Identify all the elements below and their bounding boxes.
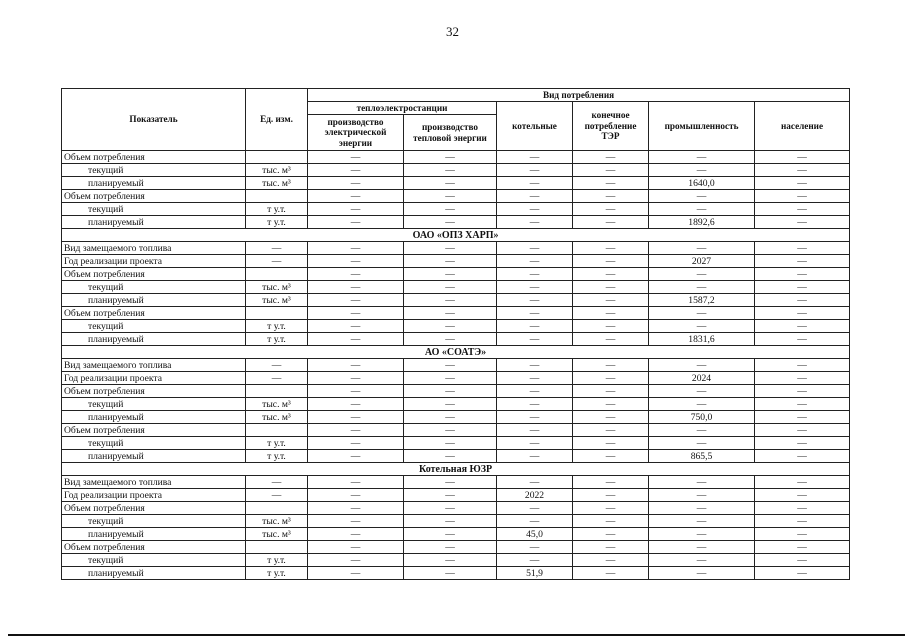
row-unit: тыс. м³ [246, 398, 308, 411]
table-cell: — [308, 554, 404, 567]
row-unit [246, 385, 308, 398]
table-cell: 1640,0 [649, 177, 755, 190]
table-cell: — [404, 177, 497, 190]
table-row [62, 268, 850, 281]
row-unit: т у.т. [246, 216, 308, 229]
row-unit: тыс. м³ [246, 294, 308, 307]
table-cell: 2022 [497, 489, 573, 502]
row-unit: тыс. м³ [246, 177, 308, 190]
row-unit [246, 190, 308, 203]
table-cell: — [573, 190, 649, 203]
table-cell: — [497, 424, 573, 437]
page-bottom-rule [8, 634, 905, 636]
table-cell: — [308, 515, 404, 528]
table-cell: — [404, 515, 497, 528]
table-cell: 2027 [649, 255, 755, 268]
row-label: Год реализации проекта [62, 255, 246, 268]
table-cell: — [497, 476, 573, 489]
table-cell: — [649, 307, 755, 320]
row-label: текущий [62, 203, 246, 216]
table-cell: — [308, 242, 404, 255]
table-cell: — [573, 502, 649, 515]
table-cell: — [497, 359, 573, 372]
table-cell: — [404, 164, 497, 177]
table-cell: — [404, 411, 497, 424]
row-unit [246, 307, 308, 320]
table-row [62, 203, 850, 216]
table-cell: — [649, 385, 755, 398]
section-row [62, 229, 850, 242]
table-row [62, 528, 850, 541]
table-cell: — [755, 567, 850, 580]
row-label: планируемый [62, 177, 246, 190]
table-row [62, 437, 850, 450]
table-row [62, 151, 850, 164]
table-cell: — [573, 294, 649, 307]
row-unit: т у.т. [246, 450, 308, 463]
table-row [62, 476, 850, 489]
table-row [62, 398, 850, 411]
table-cell: — [404, 333, 497, 346]
table-cell: — [755, 359, 850, 372]
table-row [62, 307, 850, 320]
table-row [62, 411, 850, 424]
table-cell: — [649, 151, 755, 164]
table-row [62, 554, 850, 567]
table-cell: — [497, 515, 573, 528]
table-cell: — [308, 424, 404, 437]
table-cell: — [497, 554, 573, 567]
table-cell: — [404, 437, 497, 450]
row-label: планируемый [62, 528, 246, 541]
table-cell: — [755, 281, 850, 294]
table-cell: — [755, 424, 850, 437]
table-cell: — [308, 294, 404, 307]
table-cell: — [404, 385, 497, 398]
table-cell: — [497, 242, 573, 255]
table-cell: — [404, 151, 497, 164]
table-cell: — [573, 450, 649, 463]
table-cell: — [308, 541, 404, 554]
row-label: Вид замещаемого топлива [62, 359, 246, 372]
table-cell: — [308, 190, 404, 203]
row-label: текущий [62, 164, 246, 177]
table-cell: — [755, 203, 850, 216]
row-unit: тыс. м³ [246, 515, 308, 528]
row-label: Год реализации проекта [62, 372, 246, 385]
table-cell: — [404, 268, 497, 281]
consumption-table [61, 88, 850, 580]
table-cell: — [755, 398, 850, 411]
header-final-consumption: конечное потребление ТЭР [573, 102, 649, 151]
row-label: планируемый [62, 411, 246, 424]
row-unit: т у.т. [246, 437, 308, 450]
table-cell: — [755, 151, 850, 164]
table-row [62, 450, 850, 463]
table-cell: — [649, 190, 755, 203]
table-cell: — [404, 476, 497, 489]
row-label: Вид замещаемого топлива [62, 242, 246, 255]
table-cell: — [649, 281, 755, 294]
table-cell: — [573, 268, 649, 281]
row-unit [246, 268, 308, 281]
table-cell: — [404, 398, 497, 411]
table-cell: — [573, 372, 649, 385]
header-industry: промышленность [649, 102, 755, 151]
table-cell: — [308, 450, 404, 463]
table-cell: 2024 [649, 372, 755, 385]
page-number: 32 [446, 24, 459, 39]
table-cell: — [404, 203, 497, 216]
table-cell: 51,9 [497, 567, 573, 580]
table-row [62, 177, 850, 190]
table-cell: — [649, 502, 755, 515]
table-cell: — [404, 242, 497, 255]
table-cell: — [755, 385, 850, 398]
table-cell: — [497, 398, 573, 411]
table-cell: — [649, 424, 755, 437]
table-cell: — [497, 177, 573, 190]
row-unit: — [246, 372, 308, 385]
table-cell: — [308, 385, 404, 398]
table-cell: — [649, 515, 755, 528]
table-cell: — [404, 255, 497, 268]
table-cell: — [573, 177, 649, 190]
table-cell: — [308, 359, 404, 372]
row-label: текущий [62, 554, 246, 567]
table-cell: — [404, 372, 497, 385]
table-cell: — [649, 320, 755, 333]
table-cell: — [573, 528, 649, 541]
table-cell: — [573, 320, 649, 333]
table-cell: — [755, 333, 850, 346]
table-cell: — [308, 255, 404, 268]
table-row [62, 255, 850, 268]
table-row [62, 502, 850, 515]
table-row [62, 372, 850, 385]
table-cell: — [404, 424, 497, 437]
table-cell: — [497, 216, 573, 229]
table-cell: 45,0 [497, 528, 573, 541]
table-cell: — [755, 268, 850, 281]
table-cell: — [404, 502, 497, 515]
table-row [62, 242, 850, 255]
table-row [62, 190, 850, 203]
row-unit: — [246, 242, 308, 255]
row-unit: тыс. м³ [246, 281, 308, 294]
row-label: Объем потребления [62, 307, 246, 320]
table-cell: — [497, 320, 573, 333]
table-cell: — [404, 541, 497, 554]
table-cell: — [404, 450, 497, 463]
row-label: Год реализации проекта [62, 489, 246, 502]
table-cell: — [497, 203, 573, 216]
table-cell: — [308, 411, 404, 424]
table-cell: — [649, 437, 755, 450]
table-cell: — [404, 190, 497, 203]
table-cell: — [755, 177, 850, 190]
row-label: планируемый [62, 567, 246, 580]
row-label: текущий [62, 281, 246, 294]
row-unit: тыс. м³ [246, 411, 308, 424]
row-label: Объем потребления [62, 151, 246, 164]
row-label: планируемый [62, 294, 246, 307]
table-cell: — [308, 281, 404, 294]
table-cell: — [497, 294, 573, 307]
row-unit: т у.т. [246, 320, 308, 333]
table-cell: — [573, 307, 649, 320]
table-cell: — [308, 164, 404, 177]
table-cell: — [755, 320, 850, 333]
table-cell: — [308, 151, 404, 164]
table-cell: — [497, 333, 573, 346]
table-cell: — [755, 476, 850, 489]
row-unit: — [246, 255, 308, 268]
table-cell: — [497, 151, 573, 164]
table-cell: — [649, 567, 755, 580]
table-cell: — [497, 437, 573, 450]
row-label: Объем потребления [62, 502, 246, 515]
section-title: АО «СОАТЭ» [62, 346, 850, 359]
table-cell: — [649, 528, 755, 541]
table-cell: — [308, 320, 404, 333]
table-cell: — [497, 502, 573, 515]
row-label: текущий [62, 320, 246, 333]
table-cell: — [755, 450, 850, 463]
table-row [62, 216, 850, 229]
table-row [62, 489, 850, 502]
table-cell: — [573, 385, 649, 398]
table-cell: 750,0 [649, 411, 755, 424]
section-row [62, 463, 850, 476]
table-cell: — [404, 528, 497, 541]
table-cell: — [649, 359, 755, 372]
table-cell: — [308, 528, 404, 541]
row-unit: — [246, 489, 308, 502]
table-cell: — [573, 242, 649, 255]
table-cell: — [308, 476, 404, 489]
table-cell: — [308, 268, 404, 281]
table-cell: 1587,2 [649, 294, 755, 307]
table-cell: — [755, 437, 850, 450]
table-cell: — [755, 528, 850, 541]
row-unit: — [246, 359, 308, 372]
header-usage-group: Вид потребления [308, 89, 850, 102]
table-cell: — [404, 567, 497, 580]
row-unit: т у.т. [246, 554, 308, 567]
row-label: Вид замещаемого топлива [62, 476, 246, 489]
header-population: население [755, 102, 850, 151]
table-cell: — [755, 489, 850, 502]
row-unit: тыс. м³ [246, 164, 308, 177]
table-header [62, 89, 850, 151]
table-cell: — [755, 372, 850, 385]
table-cell: — [404, 554, 497, 567]
table-row [62, 424, 850, 437]
table-row [62, 164, 850, 177]
table-cell: — [573, 203, 649, 216]
table-cell: — [404, 281, 497, 294]
table-cell: 1831,6 [649, 333, 755, 346]
table-cell: — [404, 307, 497, 320]
table-cell: — [573, 411, 649, 424]
table-cell: — [404, 359, 497, 372]
table-cell: — [755, 541, 850, 554]
row-unit: — [246, 476, 308, 489]
table-cell: — [308, 437, 404, 450]
row-label: Объем потребления [62, 268, 246, 281]
header-indicator: Показатель [62, 89, 246, 151]
row-unit: т у.т. [246, 203, 308, 216]
row-label: Объем потребления [62, 541, 246, 554]
row-label: текущий [62, 398, 246, 411]
row-label: планируемый [62, 216, 246, 229]
table-cell: — [404, 320, 497, 333]
table-cell: — [573, 281, 649, 294]
table-cell: — [573, 255, 649, 268]
row-unit [246, 541, 308, 554]
table-cell: — [497, 190, 573, 203]
row-unit [246, 151, 308, 164]
row-unit: тыс. м³ [246, 528, 308, 541]
table-cell: — [497, 450, 573, 463]
table-cell: — [573, 359, 649, 372]
table-cell: — [404, 294, 497, 307]
table-cell: — [308, 398, 404, 411]
table-cell: — [649, 476, 755, 489]
table-cell: — [404, 216, 497, 229]
table-cell: — [573, 398, 649, 411]
table-cell: — [573, 437, 649, 450]
table-cell: — [497, 268, 573, 281]
table-cell: — [308, 203, 404, 216]
table-cell: — [755, 216, 850, 229]
table-cell: — [308, 307, 404, 320]
header-electric-production: производство электрической энергии [308, 115, 404, 151]
table-row [62, 515, 850, 528]
table-cell: — [497, 541, 573, 554]
table-cell: — [573, 489, 649, 502]
table-cell: — [308, 177, 404, 190]
table-cell: — [497, 281, 573, 294]
table-cell: — [649, 203, 755, 216]
row-label: планируемый [62, 333, 246, 346]
header-boilers: котельные [497, 102, 573, 151]
table-cell: — [755, 554, 850, 567]
row-label: текущий [62, 437, 246, 450]
header-thermal-production: производство тепловой энергии [404, 115, 497, 151]
table-cell: — [755, 515, 850, 528]
table-cell: — [308, 567, 404, 580]
row-label: планируемый [62, 450, 246, 463]
table-row [62, 294, 850, 307]
table-cell: — [755, 164, 850, 177]
table-row [62, 281, 850, 294]
table-cell: — [649, 489, 755, 502]
table-body [62, 151, 850, 580]
table-cell: — [573, 476, 649, 489]
table-cell: — [404, 489, 497, 502]
table-cell: — [649, 398, 755, 411]
row-label: текущий [62, 515, 246, 528]
table-row [62, 359, 850, 372]
table-cell: — [649, 554, 755, 567]
table-cell: — [497, 307, 573, 320]
table-row [62, 385, 850, 398]
row-unit: т у.т. [246, 567, 308, 580]
row-label: Объем потребления [62, 424, 246, 437]
table-cell: — [308, 333, 404, 346]
table-cell: — [308, 372, 404, 385]
table-cell: 1892,6 [649, 216, 755, 229]
table-cell: — [649, 242, 755, 255]
table-cell: — [573, 164, 649, 177]
table-cell: — [497, 164, 573, 177]
table-cell: — [573, 515, 649, 528]
table-cell: — [308, 489, 404, 502]
row-label: Объем потребления [62, 190, 246, 203]
table-cell: — [308, 216, 404, 229]
table-cell: — [573, 151, 649, 164]
table-cell: — [755, 255, 850, 268]
table-cell: — [573, 554, 649, 567]
table-cell: — [755, 411, 850, 424]
table-cell: — [755, 502, 850, 515]
table-row [62, 333, 850, 346]
table-cell: — [755, 242, 850, 255]
row-unit [246, 424, 308, 437]
section-row [62, 346, 850, 359]
table-cell: — [573, 541, 649, 554]
table-cell: — [573, 333, 649, 346]
row-label: Объем потребления [62, 385, 246, 398]
table-cell: — [573, 424, 649, 437]
table-row [62, 567, 850, 580]
table-cell: — [308, 502, 404, 515]
section-title: Котельная ЮЗР [62, 463, 850, 476]
table-row [62, 320, 850, 333]
table-cell: — [573, 216, 649, 229]
table-cell: — [573, 567, 649, 580]
table-cell: — [649, 541, 755, 554]
table-cell: 865,5 [649, 450, 755, 463]
table-cell: — [497, 385, 573, 398]
table-cell: — [649, 164, 755, 177]
table-cell: — [497, 255, 573, 268]
row-unit [246, 502, 308, 515]
header-unit: Ед. изм. [246, 89, 308, 151]
section-title: ОАО «ОПЗ ХАРП» [62, 229, 850, 242]
table-row [62, 541, 850, 554]
header-chp-group: теплоэлектростанции [308, 102, 497, 115]
table-cell: — [755, 190, 850, 203]
table-cell: — [755, 294, 850, 307]
table-cell: — [497, 411, 573, 424]
row-unit: т у.т. [246, 333, 308, 346]
table-cell: — [649, 268, 755, 281]
table-cell: — [497, 372, 573, 385]
table-cell: — [755, 307, 850, 320]
